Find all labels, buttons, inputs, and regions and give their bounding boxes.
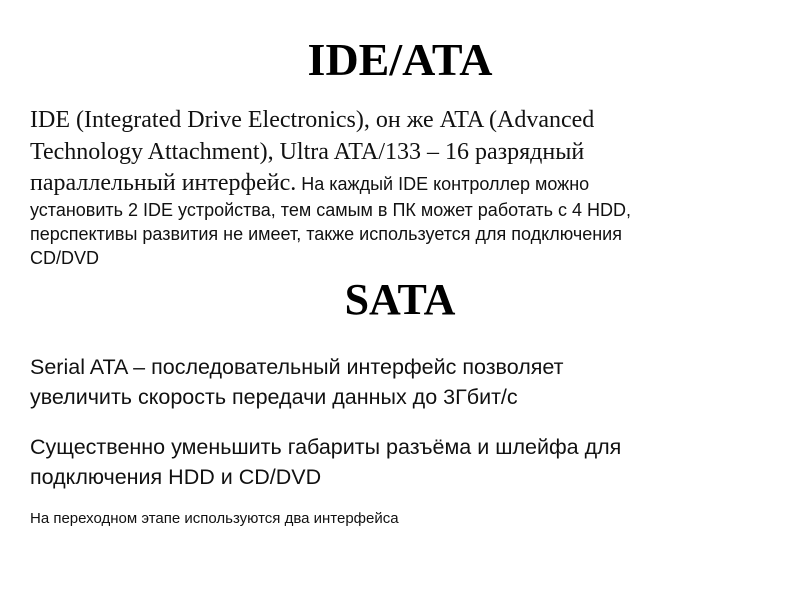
sata-point-size-line-2: подключения HDD и CD/DVD xyxy=(30,465,322,489)
ide-ata-title: IDE/ATA xyxy=(307,34,493,85)
sata-point-size xyxy=(30,432,790,492)
ide-description xyxy=(30,104,790,270)
ide-text-line-3 xyxy=(30,168,790,198)
ide-text-line-2: Technology Attachment), Ultra ATA/133 – 16 разрядный xyxy=(30,139,585,165)
ide-text-line-5: перспективы развития не имеет, также используется для подключения xyxy=(30,224,622,244)
ide-text-line-1: IDE (Integrated Drive Electronics), он же ATA (Advanced xyxy=(30,107,595,133)
ide-text-line-4: установить 2 IDE устройства, тем самым в ПК может работать с 4 HDD, xyxy=(30,200,632,220)
ide-text-line-6: CD/DVD xyxy=(30,248,100,268)
sata-title: SATA xyxy=(344,275,456,324)
sata-point-speed-line-1: Serial ATA – последовательный интерфейс позволяет xyxy=(30,355,564,379)
transition-note: На переходном этапе используются два интерфейса xyxy=(30,510,399,527)
sata-point-speed xyxy=(30,352,790,412)
sata-point-speed-line-2: увеличить скорость передачи данных до 3Гбит/с xyxy=(30,385,518,409)
sata-point-size-line-1: Существенно уменьшить габариты разъёма и шлейфа для xyxy=(30,435,622,459)
ide-text-line-3-serif: параллельный интерфейс. xyxy=(30,170,297,196)
ide-text-line-3-sans: На каждый IDE контроллер можно xyxy=(296,174,590,194)
